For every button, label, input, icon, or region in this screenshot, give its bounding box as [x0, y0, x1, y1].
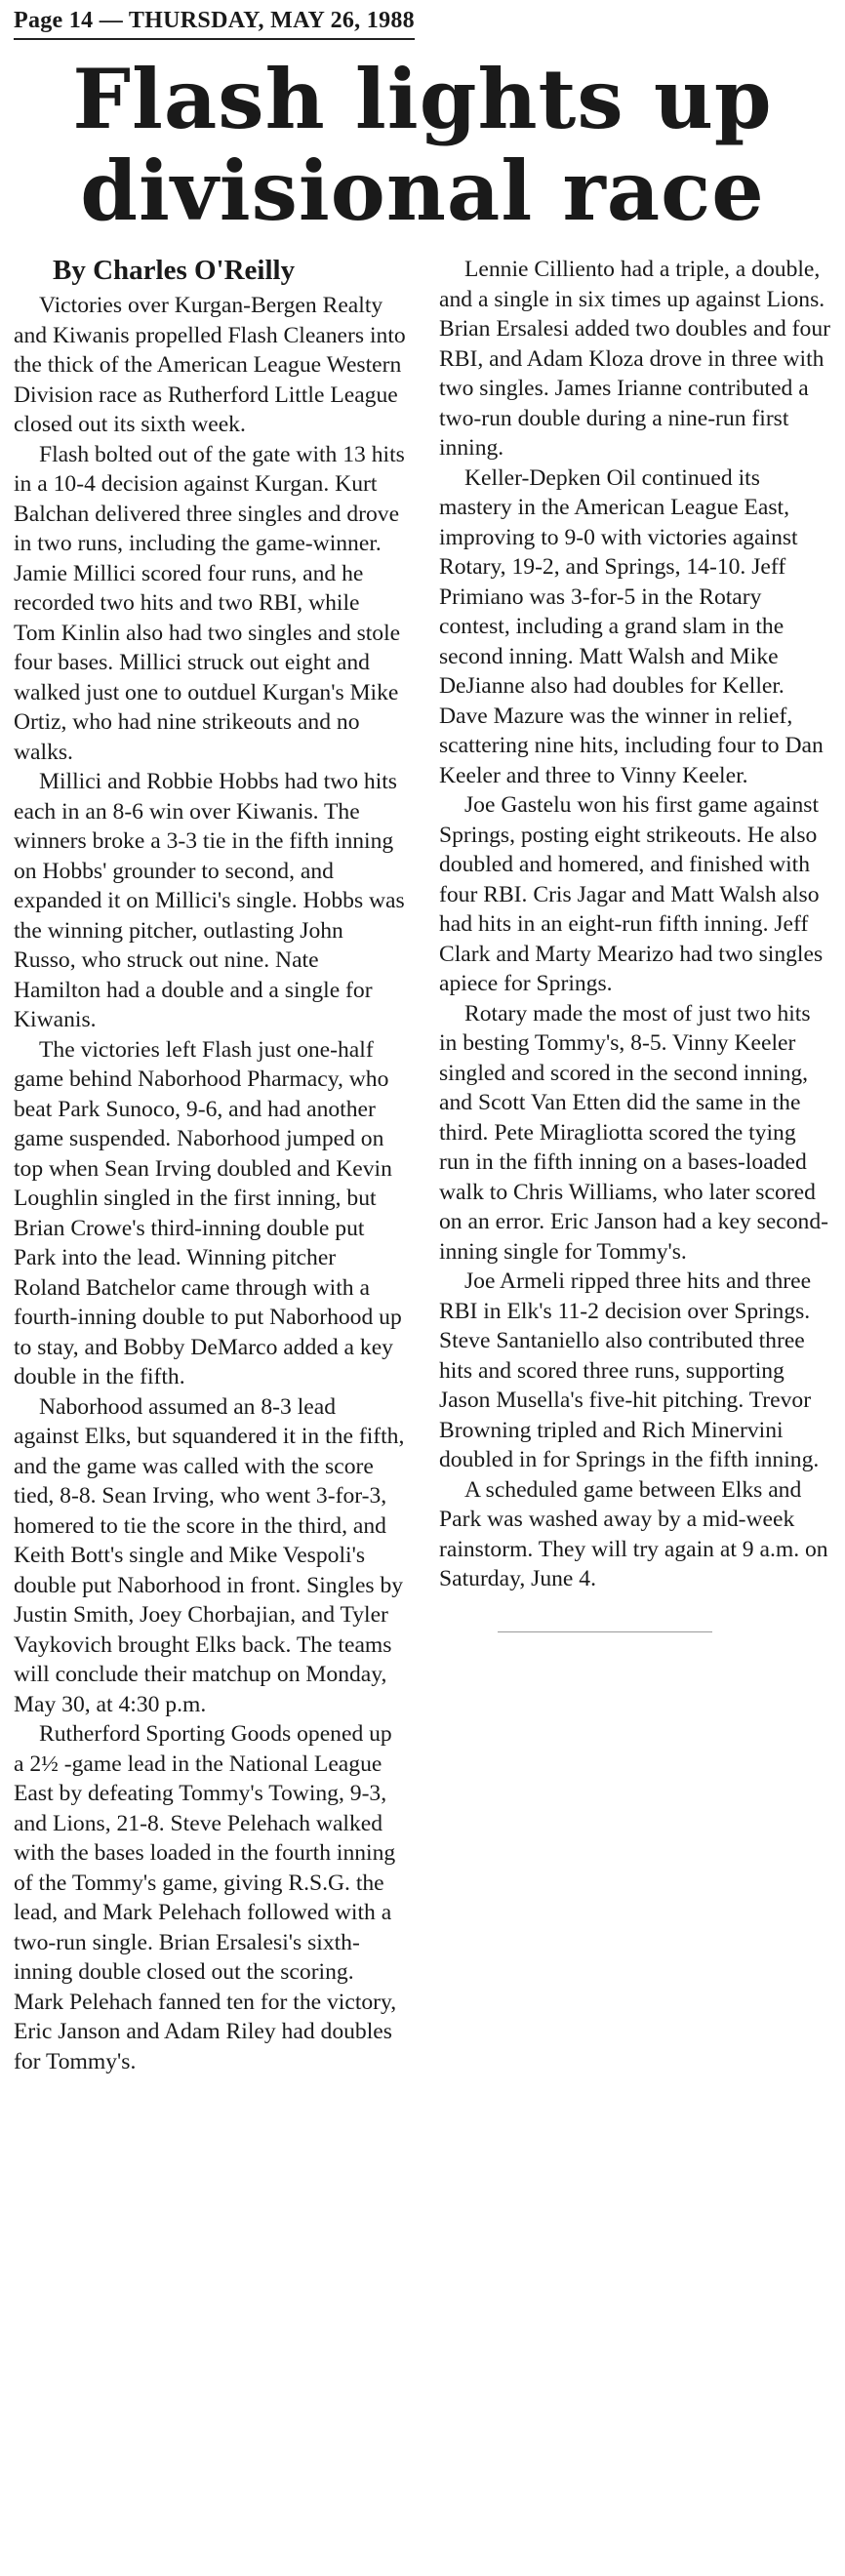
paragraph: Naborhood assumed an 8-3 lead against Elks, but squandered it in the fifth, and the game was called with the score tied, 8-8. Sean Irving, who went 3-for-3, homered to tie the score in the third, and Keith Bott's single and Mike Vespoli's double put Naborhood in front. Singles by Justin Smith, Joey Chorbajian, and Tyler Vaykovich brought Elks back. The teams will conclude their matchup on Monday, May 30, at 4:30 p.m. — [14, 1393, 405, 1717]
column-left — [14, 255, 406, 2076]
headline-line-1: Flash lights up — [72, 51, 773, 147]
paragraph: Keller-Depken Oil continued its mastery in the American League East, improving to 9-0 with victories against Rotary, 19-2, and Springs, 14-10. Jeff Primiano was 3-for-5 in the Rotary contest, including a grand slam in the second inning. Matt Walsh and Mike DeJianne also had doubles for Keller. Dave Mazure was the winner in relief, scattering nine hits, including four to Dan Keeler and three to Vinny Keeler. — [439, 464, 824, 788]
end-rule — [498, 1631, 712, 1632]
paragraph: Rotary made the most of just two hits in besting Tommy's, 8-5. Vinny Keeler singled and scored in the second inning, and Scott Van Etten did the same in the third. Pete Miragliotta scored the tying run in the fifth inning on a bases-loaded walk to Chris Williams, who later scored on an error. Eric Janson had a key second-inning single for Tommy's. — [439, 1000, 828, 1265]
paragraph: The victories left Flash just one-half game behind Naborhood Pharmacy, who beat Park Sunoco, 9-6, and had another game suspended. Naborhood jumped on top when Sean Irving doubled and Kevin Loughlin singled in the first inning, but Brian Crowe's third-inning double put Park into the lead. Winning pitcher Roland Batchelor came through with a fourth-inning double to put Naborhood up to stay, and Bobby DeMarco added a key double in the fifth. — [14, 1036, 402, 1389]
article-headline — [14, 51, 831, 239]
headline-line-2: divisional race — [80, 142, 765, 239]
paragraph: Lennie Cilliento had a triple, a double, and a single in six times up against Lions. Brian Ersalesi added two doubles and four RBI, and Adam Kloza drove in three with two singles. James Irianne contributed a two-run double during a nine-run first inning. — [439, 257, 830, 461]
column-right — [439, 255, 831, 2076]
article-columns — [14, 255, 831, 2076]
paragraph: Joe Gastelu won his first game against Springs, posting eight strikeouts. He also doubled and homered, and finished with four RBI. Cris Jagar and Matt Walsh also had hits in an eight-run fifth inning. Jeff Clark and Marty Mearizo had two singles apiece for Springs. — [439, 792, 824, 996]
page-dateline: Page 14 — THURSDAY, MAY 26, 1988 — [14, 8, 415, 40]
paragraph: Victories over Kurgan-Bergen Realty and Kiwanis propelled Flash Cleaners into the thick of the American League Western Division race as Rutherford Little League closed out its sixth week. — [14, 293, 406, 437]
paragraph: Flash bolted out of the gate with 13 hits in a 10-4 decision against Kurgan. Kurt Balchan delivered three singles and drove in two runs, including the game-winner. Jamie Millici scored four runs, and he recorded two hits and two RBI, while Tom Kinlin also had two singles and stole four bases. Millici struck out eight and walked just one to outduel Kurgan's Mike Ortiz, who had nine strikeouts and no walks. — [14, 441, 405, 765]
paragraph: Millici and Robbie Hobbs had two hits each in an 8-6 win over Kiwanis. The winners broke a 3-3 tie in the fifth inning on Hobbs' grounder to second, and expanded it on Millici's single. Hobbs was the winning pitcher, outlasting John Russo, who struck out nine. Nate Hamilton had a double and a single for Kiwanis. — [14, 769, 405, 1032]
paragraph: A scheduled game between Elks and Park was washed away by a mid-week rainstorm. They will try again at 9 a.m. on Saturday, June 4. — [439, 1476, 828, 1591]
byline: By Charles O'Reilly — [53, 255, 296, 286]
paragraph: Rutherford Sporting Goods opened up a 2½ -game lead in the National League East by defeating Tommy's Towing, 9-3, and Lions, 21-8. Steve Pelehach walked with the bases loaded in the fourth inning of the Tommy's game, giving R.S.G. the lead, and Mark Pelehach followed with a two-run single. Brian Ersalesi's sixth-inning double closed out the scoring. Mark Pelehach fanned ten for the victory, Eric Janson and Adam Riley had doubles for Tommy's. — [14, 1721, 397, 2074]
paragraph: Joe Armeli ripped three hits and three RBI in Elk's 11-2 decision over Springs. Steve Santaniello also contributed three hits and scored three runs, supporting Jason Musella's five-hit pitching. Trevor Browning tripled and Rich Minervini doubled in for Springs in the fifth inning. — [439, 1268, 820, 1472]
